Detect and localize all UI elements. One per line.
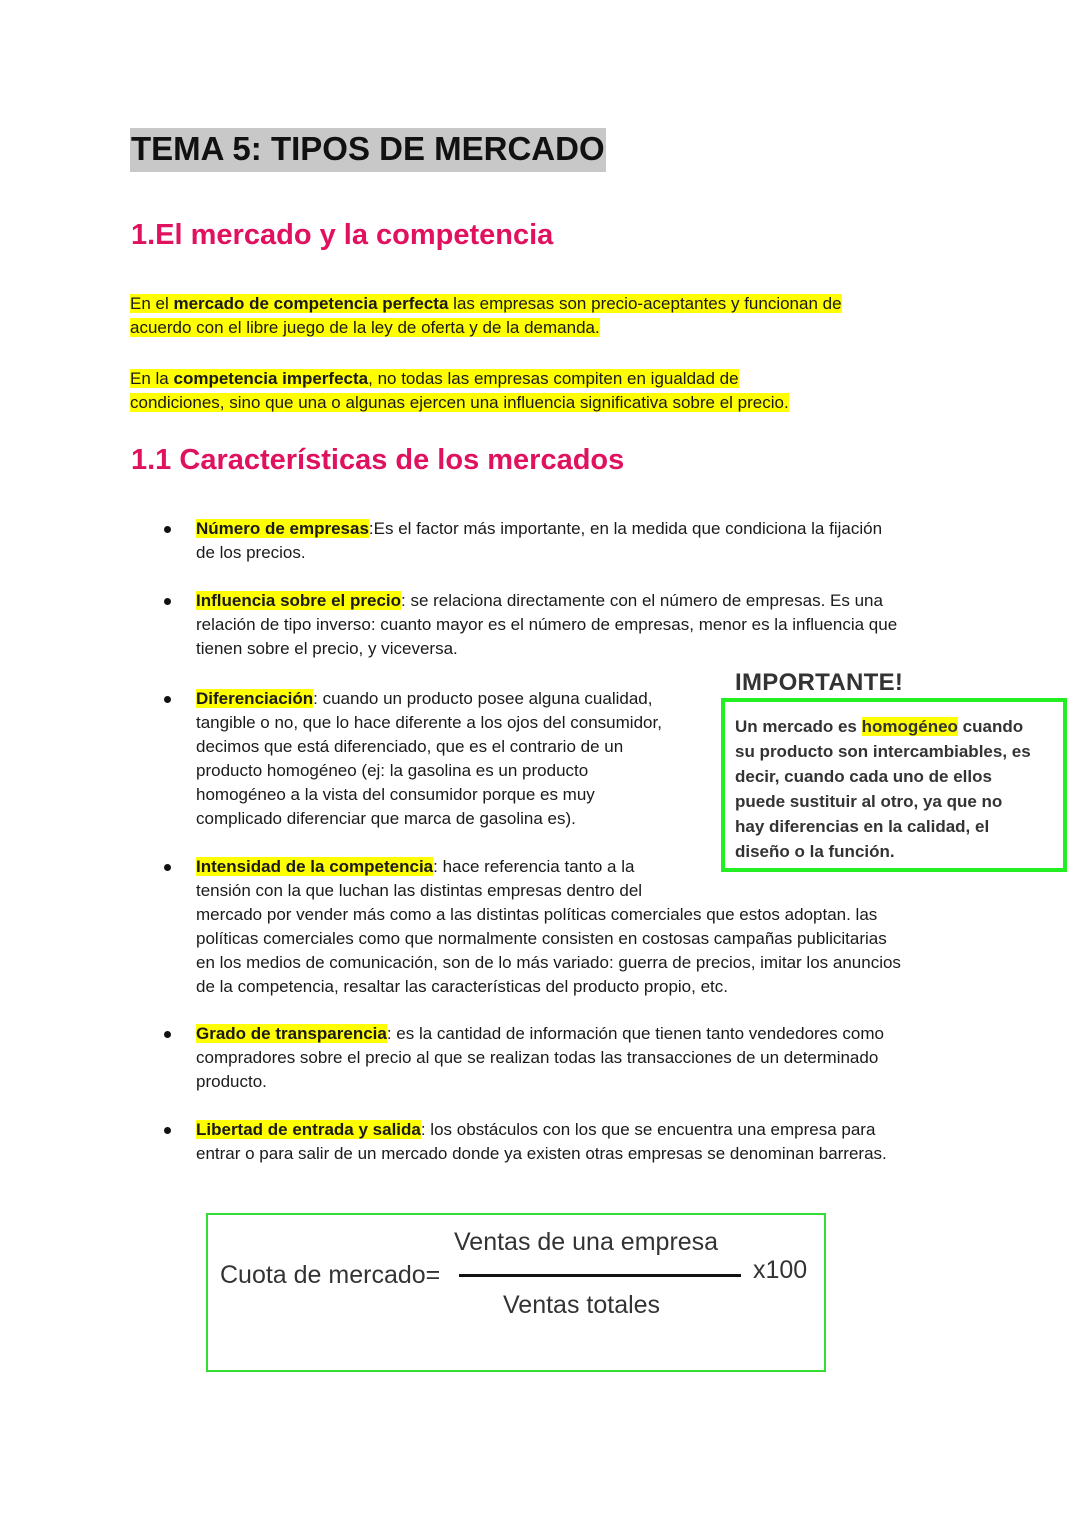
bullet-line: producto. [196, 1072, 267, 1091]
bullet-dot [164, 1031, 171, 1038]
bullet-line: : cuando un producto posee alguna cualidad, [313, 689, 653, 708]
fraction-line [459, 1274, 741, 1277]
bullet-line: tensión con la que luchan las distintas empresas dentro del [196, 881, 643, 900]
important-line: puede sustituir al otro, ya que no [735, 792, 1003, 811]
paragraph-competencia-perfecta [130, 292, 930, 340]
p2-text-d: condiciones, sino que una o algunas ejercen una influencia significativa sobre el precio. [130, 393, 789, 412]
bullet-dot [164, 598, 171, 605]
p1-text-d: acuerdo con el libre juego de la ley de oferta y de la demanda. [130, 318, 600, 337]
section-heading-caracteristicas: 1.1 Características de los mercados [131, 444, 625, 476]
bullet-term: Número de empresas [196, 519, 369, 538]
formula-denominator: Ventas totales [503, 1291, 661, 1319]
formula-multiplier: x100 [753, 1256, 808, 1284]
important-pre: Un mercado es [735, 717, 862, 736]
bullet-line: relación de tipo inverso: cuanto mayor es el número de empresas, menor es la influencia que [196, 615, 898, 634]
bullet-term: Intensidad de la competencia [196, 857, 434, 876]
p1-text-a: En el [130, 294, 174, 313]
bullet-line: compradores sobre el precio al que se realizan todas las transacciones de un determinado [196, 1048, 879, 1067]
bullet-dot [164, 1127, 171, 1134]
important-line: cuando [957, 717, 1024, 736]
bullet-line: : es la cantidad de información que tienen tanto vendedores como [386, 1024, 884, 1043]
bullet-line: decimos que está diferenciado, que es el contrario de un [196, 737, 624, 756]
p2-bold-term: competencia imperfecta [173, 369, 369, 388]
bullet-line: de los precios. [196, 543, 306, 562]
bullet-dot [164, 696, 171, 703]
bullet-line: mercado por vender más como a las distintas políticas comerciales que estos adoptan. las [196, 905, 878, 924]
p1-bold-term: mercado de competencia perfecta [173, 294, 449, 313]
bullet-term: Grado de transparencia [196, 1024, 387, 1043]
bullet-line: complicado diferenciar que marca de gasolina es). [196, 809, 576, 828]
paragraph-competencia-imperfecta [130, 367, 930, 415]
bullet-line: políticas comerciales como que normalmente consisten en costosas campañas publicitarias [196, 929, 887, 948]
page-title: TEMA 5: TIPOS DE MERCADO [130, 128, 606, 172]
formula-numerator: Ventas de una empresa [454, 1228, 719, 1256]
bullet-dot [164, 526, 171, 533]
important-box [721, 698, 1067, 872]
bullet-line: : se relaciona directamente con el número de empresas. Es una [401, 591, 883, 610]
p1-text-c: las empresas son precio-aceptantes y funcionan de [448, 294, 842, 313]
section-heading-mercado: 1.El mercado y la competencia [131, 219, 554, 251]
bullet-line: tienen sobre el precio, y viceversa. [196, 639, 458, 658]
bullet-line: de la competencia, resaltar las características del producto propio, etc. [196, 977, 728, 996]
important-text [735, 714, 1060, 864]
p2-text-a: En la [130, 369, 174, 388]
bullet-line: entrar o para salir de un mercado donde ya existen otras empresas se denominan barreras. [196, 1144, 887, 1163]
important-line: hay diferencias en la calidad, el [735, 817, 990, 836]
bullet-line: :Es el factor más importante, en la medida que condiciona la fijación [368, 519, 883, 538]
important-line: decir, cuando cada uno de ellos [735, 767, 992, 786]
bullet-line: en los medios de comunicación, son de lo más variado: guerra de precios, imitar los anuncios [196, 953, 901, 972]
p2-text-c: , no todas las empresas compiten en igualdad de [368, 369, 739, 388]
bullet-line: homogéneo a la vista del consumidor porque es muy [196, 785, 595, 804]
important-title: IMPORTANTE! [735, 669, 904, 696]
bullet-line: : los obstáculos con los que se encuentra una empresa para [420, 1120, 876, 1139]
bullet-term: Influencia sobre el precio [196, 591, 402, 610]
bullet-term: Libertad de entrada y salida [196, 1120, 421, 1139]
bullet-line: : hace referencia tanto a la [433, 857, 635, 876]
important-line: su producto son intercambiables, es [735, 742, 1031, 761]
important-highlight: homogéneo [861, 717, 958, 736]
bullet-line: tangible o no, que lo hace diferente a los ojos del consumidor, [196, 713, 662, 732]
formula-box [206, 1213, 826, 1372]
bullet-term: Diferenciación [196, 689, 314, 708]
bullet-line: producto homogéneo (ej: la gasolina es un producto [196, 761, 589, 780]
important-line: diseño o la función. [735, 842, 895, 861]
bullet-dot [164, 864, 171, 871]
formula-left: Cuota de mercado= [220, 1261, 441, 1289]
